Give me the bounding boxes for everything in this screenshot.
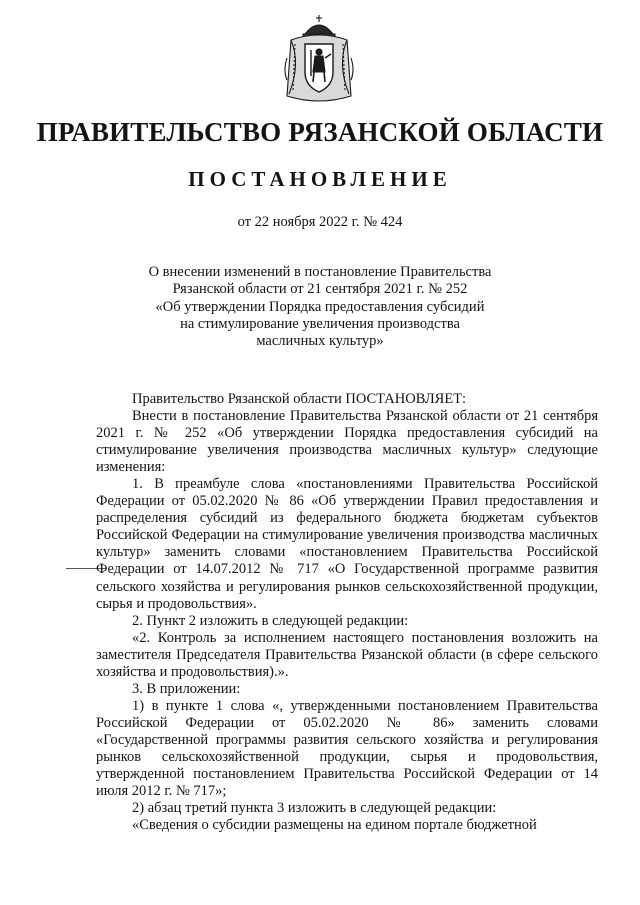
subject-line: Рязанской области от 21 сентября 2021 г. № 252 (172, 281, 468, 298)
document-type: ПОСТАНОВЛЕНИЕ (188, 167, 452, 191)
body-paragraph: «2. Контроль за исполнением настоящего постановления возложить на заместителя Председателя Правительства Рязанской области (в сфере сельского хозяйства и продовольствия).». (96, 629, 598, 680)
body-paragraph: «Сведения о субсидии размещены на едином портале бюджетной (132, 817, 537, 834)
subject-line: масличных культур» (256, 333, 384, 350)
subject-line: на стимулирование увеличения производства (180, 315, 460, 332)
body-paragraph: 1. В преамбуле слова «постановлениями Правительства Российской Федерации от 05.02.2020 № 86 «Об утверждении Правил предоставления и распределения субсидий из федерального бюджета бюджетам субъектов Российской Федерации на стимулирование увеличения производства масличных культур» заменить словами «постановлением Правительства Российской Федерации от 14.07.2012 № 717 «О Государственной программе развития сельского хозяйства и регулирования рынков сельскохозяйственной продукции, сырья и продовольствия». (96, 476, 598, 612)
body-paragraph: 1) в пункте 1 слова «, утвержденными постановлением Правительства Российской Федерации от 05.02.2020 № 86» заменить словами «Государственной программы развития сельского хозяйства и регулирования рынков сельскохозяйственной продукции, сырья и продовольствия, утвержденной постановлением Правительства Российской Федерации от 14 июля 2012 г. № 717»; (96, 697, 598, 800)
document-subject (100, 264, 540, 350)
subject-line: О внесении изменений в постановление Правительства (148, 264, 492, 280)
body-paragraph: 2. Пункт 2 изложить в следующей редакции: (132, 612, 409, 629)
government-title: ПРАВИТЕЛЬСТВО РЯЗАНСКОЙ ОБЛАСТИ (36, 117, 604, 147)
body-paragraph: Внести в постановление Правительства Рязанской области от 21 сентября 2021 г. № 252 «Об утверждении Порядка предоставления субсидий на стимулирование увеличения производства масличных культур» следующие изменения: (96, 408, 598, 476)
document-date-number: от 22 ноября 2022 г. № 424 (237, 214, 403, 230)
subject-line: «Об утверждении Порядка предоставления субсидий (155, 298, 485, 315)
body-paragraph: 2) абзац третий пункта 3 изложить в следующей редакции: (132, 800, 497, 817)
resolution-intro: Правительство Рязанской области ПОСТАНОВЛЯЕТ: (132, 391, 467, 407)
document-body (96, 391, 598, 834)
body-paragraph: 3. В приложении: (132, 680, 241, 697)
coat-of-arms-emblem (281, 14, 357, 106)
